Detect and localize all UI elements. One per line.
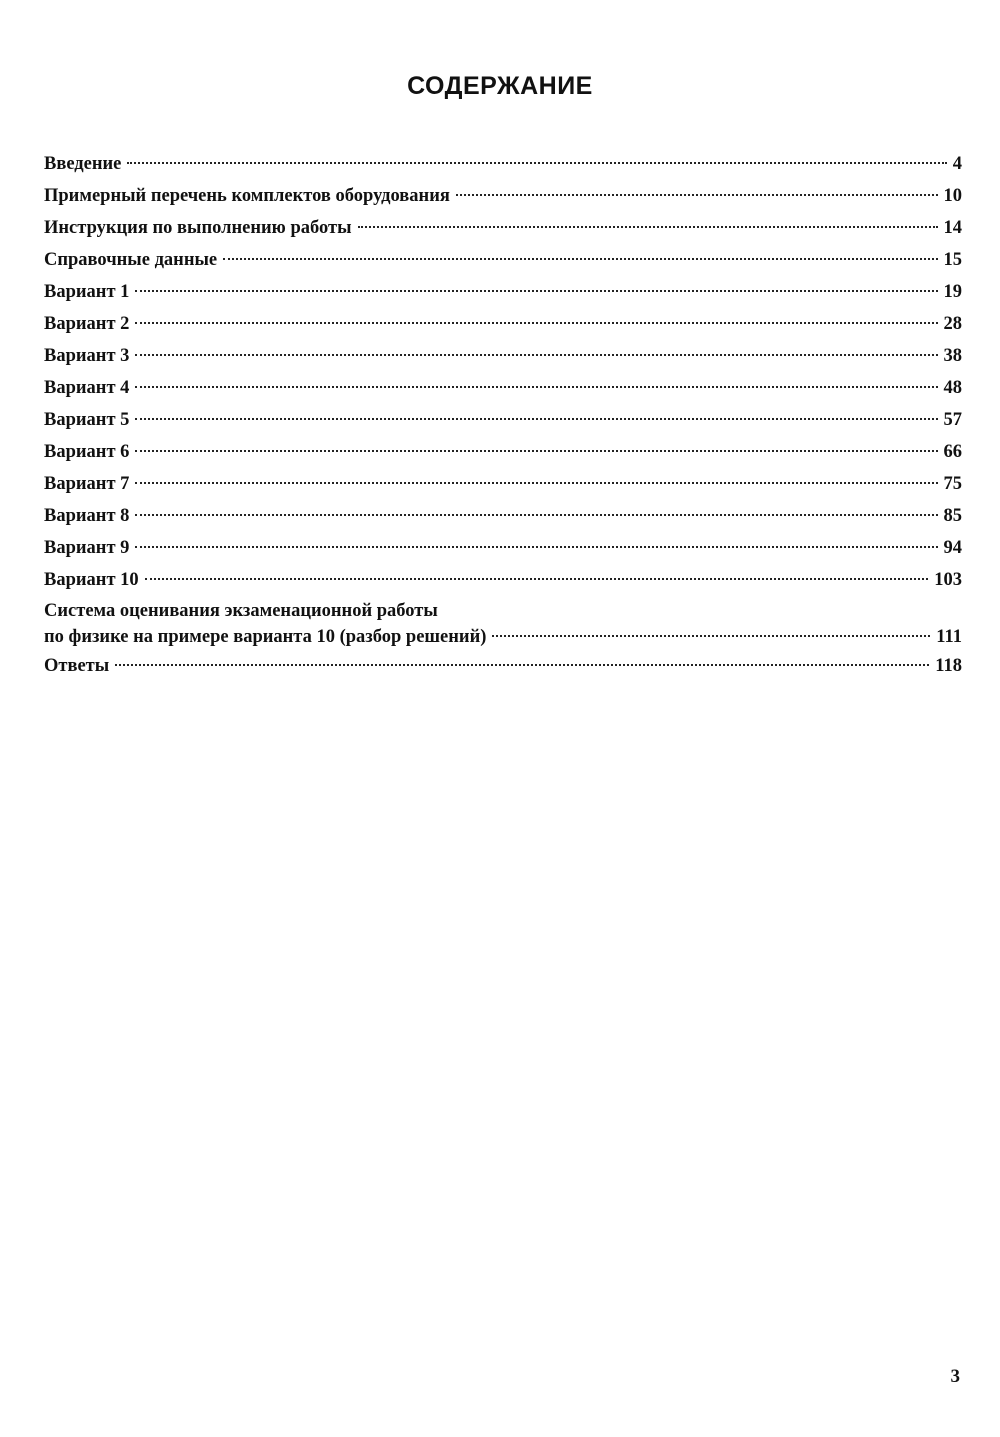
dot-leader bbox=[456, 194, 938, 196]
toc-entry-label: Вариант 10 bbox=[44, 570, 139, 590]
dot-leader bbox=[135, 290, 937, 292]
dot-leader bbox=[358, 226, 938, 228]
toc-entry-variant-1[interactable] bbox=[44, 276, 962, 308]
toc-entry-equipment-list[interactable] bbox=[44, 180, 962, 212]
toc-entry-page: 66 bbox=[943, 442, 962, 462]
dot-leader bbox=[115, 664, 929, 666]
toc-entry-page: 85 bbox=[943, 506, 962, 526]
dot-leader bbox=[135, 418, 937, 420]
toc-entry-instructions[interactable] bbox=[44, 212, 962, 244]
toc-entry-label: Справочные данные bbox=[44, 250, 218, 270]
toc-entry-page: 4 bbox=[952, 154, 962, 174]
dot-leader bbox=[135, 482, 937, 484]
dot-leader bbox=[135, 546, 937, 548]
dot-leader bbox=[223, 258, 937, 260]
dot-leader bbox=[145, 578, 929, 580]
toc-entry-page: 28 bbox=[943, 314, 962, 334]
toc-entry-label: Вариант 3 bbox=[44, 346, 130, 366]
toc-entry-grading-system[interactable] bbox=[44, 596, 962, 650]
toc-entry-label: Инструкция по выполнению работы bbox=[44, 218, 352, 238]
dot-leader bbox=[492, 635, 930, 637]
table-of-contents bbox=[44, 148, 962, 682]
toc-entry-page: 103 bbox=[934, 570, 962, 590]
toc-entry-page: 118 bbox=[935, 656, 962, 676]
toc-entry-variant-6[interactable] bbox=[44, 436, 962, 468]
toc-entry-label: Вариант 4 bbox=[44, 378, 130, 398]
toc-entry-page: 14 bbox=[943, 218, 962, 238]
toc-entry-label: Ответы bbox=[44, 656, 110, 676]
toc-entry-page: 94 bbox=[943, 538, 962, 558]
toc-entry-label: Вариант 6 bbox=[44, 442, 130, 462]
toc-entry-variant-9[interactable] bbox=[44, 532, 962, 564]
toc-entry-variant-3[interactable] bbox=[44, 340, 962, 372]
toc-entry-variant-8[interactable] bbox=[44, 500, 962, 532]
toc-entry-page: 38 bbox=[943, 346, 962, 366]
toc-entry-variant-4[interactable] bbox=[44, 372, 962, 404]
dot-leader bbox=[127, 162, 946, 164]
toc-entry-variant-7[interactable] bbox=[44, 468, 962, 500]
toc-entry-page: 10 bbox=[943, 186, 962, 206]
toc-entry-label: Примерный перечень комплектов оборудования bbox=[44, 186, 450, 206]
dot-leader bbox=[135, 354, 937, 356]
dot-leader bbox=[135, 514, 937, 516]
toc-entry-label: Вариант 9 bbox=[44, 538, 130, 558]
toc-entry-label: Вариант 1 bbox=[44, 282, 130, 302]
toc-entry-page: 15 bbox=[943, 250, 962, 270]
toc-entry-label: Введение bbox=[44, 154, 122, 174]
dot-leader bbox=[135, 322, 937, 324]
toc-entry-variant-5[interactable] bbox=[44, 404, 962, 436]
toc-entry-page: 19 bbox=[943, 282, 962, 302]
toc-entry-variant-2[interactable] bbox=[44, 308, 962, 340]
toc-entry-page: 57 bbox=[943, 410, 962, 430]
toc-entry-answers[interactable] bbox=[44, 650, 962, 682]
toc-entry-label: Вариант 2 bbox=[44, 314, 130, 334]
toc-entry-introduction[interactable] bbox=[44, 148, 962, 180]
toc-entry-label: Вариант 7 bbox=[44, 474, 130, 494]
toc-entry-page: 48 bbox=[943, 378, 962, 398]
toc-entry-page: 75 bbox=[943, 474, 962, 494]
dot-leader bbox=[135, 450, 937, 452]
page-number: 3 bbox=[950, 1366, 960, 1387]
toc-entry-page: 111 bbox=[936, 627, 962, 647]
page-title: СОДЕРЖАНИЕ bbox=[407, 72, 593, 100]
dot-leader bbox=[135, 386, 937, 388]
toc-entry-label-line1: Система оценивания экзаменационной работы bbox=[44, 601, 438, 621]
toc-entry-label: Вариант 5 bbox=[44, 410, 130, 430]
toc-entry-label: Вариант 8 bbox=[44, 506, 130, 526]
toc-entry-label-line2: по физике на примере варианта 10 (разбор решений) bbox=[44, 627, 487, 647]
toc-entry-variant-10[interactable] bbox=[44, 564, 962, 596]
toc-entry-reference-data[interactable] bbox=[44, 244, 962, 276]
